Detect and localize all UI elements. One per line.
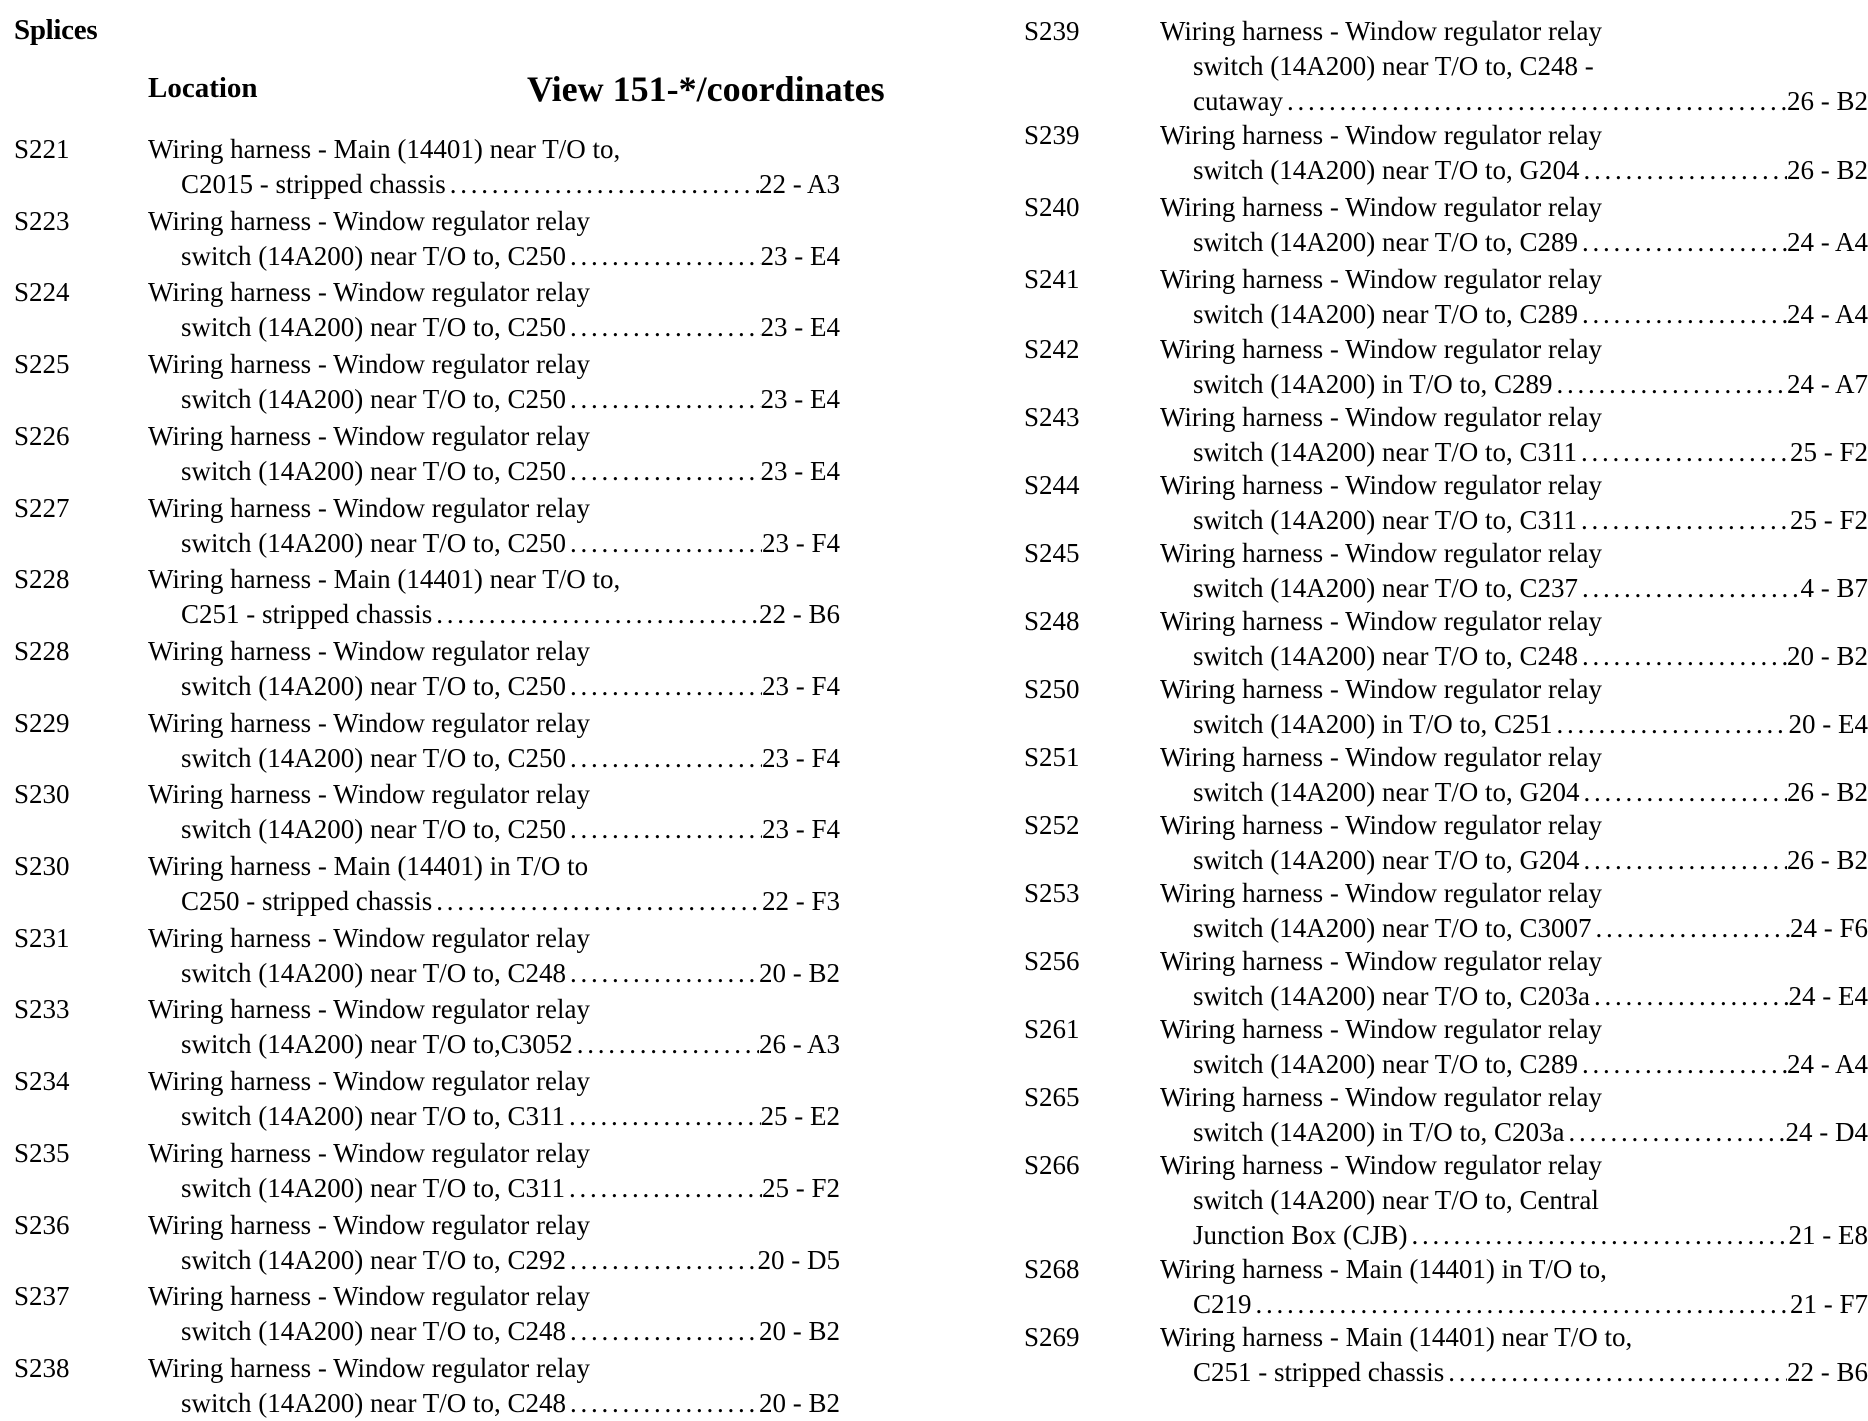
dot-leader — [566, 1243, 758, 1278]
location-text: switch (14A200) in T/O to, C289 — [1193, 367, 1553, 402]
splice-id: S221 — [14, 132, 70, 167]
location-text: switch (14A200) near T/O to, C237 — [1193, 571, 1578, 606]
dot-leader — [1591, 911, 1790, 946]
dot-leader — [1578, 639, 1787, 674]
location-line: Wiring harness - Window regulator relay — [1160, 190, 1868, 225]
location-line: Wiring harness - Window regulator relay — [1160, 740, 1868, 775]
location-line: Wiring harness - Window regulator relay — [148, 491, 840, 526]
dot-leader — [565, 1171, 762, 1206]
location-last-line — [148, 1314, 840, 1349]
location-text: switch (14A200) near T/O to, C250 — [181, 812, 566, 847]
view-coordinate: 20 - B2 — [759, 1386, 840, 1421]
dot-leader — [1578, 225, 1787, 260]
location-last-line — [1160, 435, 1868, 470]
location-text: switch (14A200) near T/O to, C248 — [181, 956, 566, 991]
view-coordinate: 25 - E2 — [761, 1099, 840, 1134]
view-coordinate: 24 - E4 — [1789, 979, 1868, 1014]
location-header: Location — [148, 72, 258, 105]
view-coordinate: 22 - B6 — [1787, 1355, 1868, 1390]
location-last-line — [1160, 1047, 1868, 1082]
dot-leader — [566, 812, 762, 847]
location-text: switch (14A200) near T/O to, C250 — [181, 526, 566, 561]
location-last-line — [1160, 979, 1868, 1014]
splice-location — [1160, 1012, 1868, 1082]
location-line: Wiring harness - Window regulator relay — [1160, 536, 1868, 571]
location-last-line — [1160, 367, 1868, 402]
location-text: switch (14A200) near T/O to, C311 — [181, 1099, 565, 1134]
splice-location — [148, 849, 840, 919]
location-last-line — [148, 239, 840, 274]
view-coordinate: 25 - F2 — [1790, 503, 1868, 538]
location-last-line — [148, 1171, 840, 1206]
location-text: C219 — [1193, 1287, 1252, 1322]
location-text: switch (14A200) near T/O to, G204 — [1193, 843, 1579, 878]
splice-location — [148, 992, 840, 1062]
splice-id: S236 — [14, 1208, 70, 1243]
splice-location — [148, 347, 840, 417]
location-text: switch (14A200) near T/O to, C250 — [181, 741, 566, 776]
splice-id: S224 — [14, 275, 70, 310]
splice-id: S244 — [1024, 468, 1080, 503]
view-coordinate: 21 - E8 — [1789, 1218, 1868, 1253]
location-text: switch (14A200) near T/O to, C250 — [181, 310, 566, 345]
view-coordinate: 26 - B2 — [1787, 843, 1868, 878]
location-text: switch (14A200) near T/O to, C250 — [181, 454, 566, 489]
splice-id: S266 — [1024, 1148, 1080, 1183]
location-last-line — [148, 884, 840, 919]
splice-location — [148, 1064, 840, 1134]
view-coordinate: 21 - F7 — [1790, 1287, 1868, 1322]
location-text: switch (14A200) near T/O to, C3007 — [1193, 911, 1591, 946]
splice-id: S231 — [14, 921, 70, 956]
location-text: switch (14A200) near T/O to,C3052 — [181, 1027, 573, 1062]
location-line: Wiring harness - Window regulator relay — [1160, 1012, 1868, 1047]
location-last-line — [1160, 84, 1868, 119]
location-line: switch (14A200) near T/O to, Central — [1160, 1183, 1868, 1218]
splice-location — [1160, 400, 1868, 470]
splice-id: S269 — [1024, 1320, 1080, 1355]
location-line: Wiring harness - Window regulator relay — [1160, 14, 1868, 49]
splice-id: S239 — [1024, 118, 1080, 153]
view-coordinate: 4 - B7 — [1801, 571, 1868, 606]
location-last-line — [1160, 1287, 1868, 1322]
location-last-line — [148, 741, 840, 776]
location-text: C250 - stripped chassis — [181, 884, 432, 919]
view-coordinate: 20 - E4 — [1789, 707, 1868, 742]
location-line: Wiring harness - Window regulator relay — [148, 1208, 840, 1243]
location-line: Wiring harness - Window regulator relay — [1160, 604, 1868, 639]
location-line: Wiring harness - Window regulator relay — [148, 1279, 840, 1314]
splice-id: S250 — [1024, 672, 1080, 707]
location-line: Wiring harness - Window regulator relay — [1160, 672, 1868, 707]
dot-leader — [566, 956, 759, 991]
dot-leader — [432, 597, 759, 632]
location-line: Wiring harness - Main (14401) near T/O to, — [1160, 1320, 1868, 1355]
location-line: Wiring harness - Window regulator relay — [148, 204, 840, 239]
location-line: Wiring harness - Window regulator relay — [148, 992, 840, 1027]
view-coordinate: 20 - D5 — [758, 1243, 841, 1278]
splice-id: S239 — [1024, 14, 1080, 49]
splice-location — [1160, 190, 1868, 260]
splice-id: S227 — [14, 491, 70, 526]
view-coordinate: 25 - F2 — [1790, 435, 1868, 470]
location-line: Wiring harness - Window regulator relay — [148, 921, 840, 956]
splice-location — [1160, 262, 1868, 332]
location-last-line — [1160, 571, 1868, 606]
location-text: switch (14A200) near T/O to, G204 — [1193, 153, 1579, 188]
location-line: Wiring harness - Main (14401) in T/O to, — [1160, 1252, 1868, 1287]
location-text: C251 - stripped chassis — [181, 597, 432, 632]
dot-leader — [566, 526, 762, 561]
location-text: switch (14A200) in T/O to, C203a — [1193, 1115, 1564, 1150]
splice-location — [148, 706, 840, 776]
splice-location — [148, 1208, 840, 1278]
location-text: C251 - stripped chassis — [1193, 1355, 1444, 1390]
location-last-line — [1160, 1218, 1868, 1253]
dot-leader — [1578, 297, 1787, 332]
splice-location — [148, 491, 840, 561]
location-last-line — [1160, 707, 1868, 742]
splice-id: S230 — [14, 777, 70, 812]
view-coordinate: 26 - B2 — [1787, 84, 1868, 119]
splice-location — [148, 1279, 840, 1349]
splice-location — [148, 634, 840, 704]
dot-leader — [566, 454, 761, 489]
location-text: C2015 - stripped chassis — [181, 167, 446, 202]
location-line: Wiring harness - Window regulator relay — [1160, 808, 1868, 843]
view-coordinate: 23 - F4 — [762, 669, 840, 704]
location-last-line — [148, 382, 840, 417]
splice-id: S240 — [1024, 190, 1080, 225]
location-line: Wiring harness - Window regulator relay — [1160, 262, 1868, 297]
dot-leader — [1577, 435, 1790, 470]
location-last-line — [148, 1099, 840, 1134]
splice-id: S223 — [14, 204, 70, 239]
view-coordinate: 23 - E4 — [761, 382, 840, 417]
splice-location — [1160, 604, 1868, 674]
location-text: switch (14A200) near T/O to, G204 — [1193, 775, 1579, 810]
splice-location — [1160, 1320, 1868, 1390]
splice-location — [148, 777, 840, 847]
location-last-line — [148, 597, 840, 632]
dot-leader — [566, 382, 761, 417]
view-coordinate: 20 - B2 — [759, 956, 840, 991]
location-text: switch (14A200) near T/O to, C250 — [181, 382, 566, 417]
splice-location — [148, 419, 840, 489]
view-coordinate: 23 - F4 — [762, 812, 840, 847]
view-coordinate: 24 - A7 — [1787, 367, 1868, 402]
view-coordinate: 23 - E4 — [761, 239, 840, 274]
location-line: Wiring harness - Window regulator relay — [148, 1064, 840, 1099]
dot-leader — [566, 310, 761, 345]
splice-id: S234 — [14, 1064, 70, 1099]
view-coordinate: 24 - F6 — [1790, 911, 1868, 946]
location-last-line — [148, 1386, 840, 1421]
splice-id: S229 — [14, 706, 70, 741]
view-coordinate: 20 - B2 — [1787, 639, 1868, 674]
splice-location — [1160, 536, 1868, 606]
dot-leader — [566, 741, 762, 776]
location-text: switch (14A200) near T/O to, C311 — [1193, 435, 1577, 470]
dot-leader — [573, 1027, 759, 1062]
location-last-line — [1160, 639, 1868, 674]
splice-location — [148, 562, 840, 632]
view-coordinate: 24 - A4 — [1787, 297, 1868, 332]
location-line: Wiring harness - Main (14401) in T/O to — [148, 849, 840, 884]
splice-id: S268 — [1024, 1252, 1080, 1287]
splice-id: S252 — [1024, 808, 1080, 843]
location-text: switch (14A200) near T/O to, C248 — [181, 1386, 566, 1421]
location-line: Wiring harness - Window regulator relay — [1160, 944, 1868, 979]
splice-id: S237 — [14, 1279, 70, 1314]
splice-location — [1160, 332, 1868, 402]
dot-leader — [566, 1314, 759, 1349]
splice-location — [148, 1136, 840, 1206]
location-line: Wiring harness - Window regulator relay — [148, 419, 840, 454]
view-coordinate: 22 - B6 — [759, 597, 840, 632]
splice-location — [148, 921, 840, 991]
splice-location — [148, 132, 840, 202]
splice-location — [148, 1351, 840, 1421]
location-text: switch (14A200) near T/O to, C250 — [181, 239, 566, 274]
location-text: switch (14A200) near T/O to, C248 — [181, 1314, 566, 1349]
dot-leader — [446, 167, 759, 202]
dot-leader — [1553, 707, 1789, 742]
view-coordinate: 24 - A4 — [1787, 1047, 1868, 1082]
location-last-line — [148, 167, 840, 202]
dot-leader — [1590, 979, 1789, 1014]
view-coordinate: 26 - A3 — [759, 1027, 840, 1062]
view-coordinate: 23 - F4 — [762, 526, 840, 561]
location-last-line — [1160, 503, 1868, 538]
dot-leader — [1283, 84, 1787, 119]
splice-location — [1160, 808, 1868, 878]
location-line: Wiring harness - Window regulator relay — [148, 1351, 840, 1386]
dot-leader — [1579, 153, 1787, 188]
location-text: switch (14A200) near T/O to, C289 — [1193, 225, 1578, 260]
location-line: Wiring harness - Window regulator relay — [1160, 118, 1868, 153]
location-last-line — [1160, 1355, 1868, 1390]
splice-id: S243 — [1024, 400, 1080, 435]
splice-id: S228 — [14, 562, 70, 597]
location-line: Wiring harness - Window regulator relay — [1160, 400, 1868, 435]
splice-location — [1160, 468, 1868, 538]
page-title: Splices — [14, 14, 97, 47]
splice-id: S251 — [1024, 740, 1080, 775]
splice-id: S235 — [14, 1136, 70, 1171]
dot-leader — [1444, 1355, 1787, 1390]
splice-id: S245 — [1024, 536, 1080, 571]
location-line: Wiring harness - Window regulator relay — [148, 706, 840, 741]
splice-location — [1160, 944, 1868, 1014]
dot-leader — [1564, 1115, 1785, 1150]
splice-id: S226 — [14, 419, 70, 454]
view-coordinate: 20 - B2 — [759, 1314, 840, 1349]
location-last-line — [1160, 297, 1868, 332]
view-coordinate: 23 - E4 — [761, 454, 840, 489]
location-text: switch (14A200) in T/O to, C251 — [1193, 707, 1553, 742]
location-last-line — [1160, 1115, 1868, 1150]
dot-leader — [1579, 775, 1787, 810]
view-coordinate: 22 - A3 — [759, 167, 840, 202]
splice-id: S261 — [1024, 1012, 1080, 1047]
location-line: Wiring harness - Window regulator relay — [148, 1136, 840, 1171]
splice-location — [148, 204, 840, 274]
location-text: switch (14A200) near T/O to, C292 — [181, 1243, 566, 1278]
location-last-line — [148, 669, 840, 704]
dot-leader — [1578, 571, 1801, 606]
location-text: switch (14A200) near T/O to, C289 — [1193, 297, 1578, 332]
splice-id: S233 — [14, 992, 70, 1027]
splice-id: S241 — [1024, 262, 1080, 297]
location-last-line — [148, 812, 840, 847]
location-text: switch (14A200) near T/O to, C289 — [1193, 1047, 1578, 1082]
splice-location — [148, 275, 840, 345]
dot-leader — [1577, 503, 1790, 538]
location-text: Junction Box (CJB) — [1193, 1218, 1408, 1253]
view-coordinate: 26 - B2 — [1787, 775, 1868, 810]
view-coordinate: 24 - A4 — [1787, 225, 1868, 260]
splice-id: S248 — [1024, 604, 1080, 639]
location-line: switch (14A200) near T/O to, C248 - — [1160, 49, 1868, 84]
location-last-line — [148, 310, 840, 345]
dot-leader — [565, 1099, 761, 1134]
dot-leader — [432, 884, 762, 919]
location-line: Wiring harness - Window regulator relay — [1160, 332, 1868, 367]
view-coordinate: 22 - F3 — [762, 884, 840, 919]
location-last-line — [1160, 911, 1868, 946]
location-last-line — [1160, 225, 1868, 260]
location-line: Wiring harness - Window regulator relay — [148, 275, 840, 310]
view-coordinate: 24 - D4 — [1786, 1115, 1868, 1150]
location-text: switch (14A200) near T/O to, C203a — [1193, 979, 1590, 1014]
dot-leader — [1578, 1047, 1787, 1082]
location-line: Wiring harness - Window regulator relay — [1160, 1080, 1868, 1115]
location-last-line — [148, 454, 840, 489]
location-line: Wiring harness - Window regulator relay — [148, 634, 840, 669]
splice-id: S256 — [1024, 944, 1080, 979]
splice-id: S225 — [14, 347, 70, 382]
location-last-line — [148, 956, 840, 991]
dot-leader — [1579, 843, 1787, 878]
location-text: switch (14A200) near T/O to, C248 — [1193, 639, 1578, 674]
location-last-line — [1160, 153, 1868, 188]
location-line: Wiring harness - Window regulator relay — [148, 347, 840, 382]
splice-id: S238 — [14, 1351, 70, 1386]
dot-leader — [566, 239, 761, 274]
dot-leader — [566, 669, 762, 704]
splice-location — [1160, 1080, 1868, 1150]
splice-id: S242 — [1024, 332, 1080, 367]
splice-location — [1160, 14, 1868, 119]
splice-location — [1160, 740, 1868, 810]
view-coordinate: 26 - B2 — [1787, 153, 1868, 188]
location-line: Wiring harness - Window regulator relay — [1160, 1148, 1868, 1183]
location-last-line — [1160, 775, 1868, 810]
location-line: Wiring harness - Main (14401) near T/O to, — [148, 562, 840, 597]
splice-location — [1160, 876, 1868, 946]
view-coordinate: 23 - E4 — [761, 310, 840, 345]
location-last-line — [148, 1027, 840, 1062]
splice-id: S230 — [14, 849, 70, 884]
splice-location — [1160, 1252, 1868, 1322]
location-text: switch (14A200) near T/O to, C250 — [181, 669, 566, 704]
location-line: Wiring harness - Window regulator relay — [148, 777, 840, 812]
view-coordinate: 23 - F4 — [762, 741, 840, 776]
location-text: switch (14A200) near T/O to, C311 — [1193, 503, 1577, 538]
dot-leader — [1553, 367, 1788, 402]
splice-location — [1160, 1148, 1868, 1253]
view-coordinate: 25 - F2 — [762, 1171, 840, 1206]
location-line: Wiring harness - Window regulator relay — [1160, 468, 1868, 503]
dot-leader — [566, 1386, 759, 1421]
dot-leader — [1252, 1287, 1790, 1322]
dot-leader — [1408, 1218, 1789, 1253]
location-last-line — [148, 1243, 840, 1278]
location-last-line — [1160, 843, 1868, 878]
splice-id: S228 — [14, 634, 70, 669]
location-text: cutaway — [1193, 84, 1283, 119]
location-text: switch (14A200) near T/O to, C311 — [181, 1171, 565, 1206]
location-line: Wiring harness - Main (14401) near T/O to, — [148, 132, 840, 167]
splice-location — [1160, 118, 1868, 188]
location-last-line — [148, 526, 840, 561]
location-line: Wiring harness - Window regulator relay — [1160, 876, 1868, 911]
view-coordinates-header: View 151-*/coordinates — [527, 68, 885, 110]
splice-location — [1160, 672, 1868, 742]
splice-id: S265 — [1024, 1080, 1080, 1115]
splice-id: S253 — [1024, 876, 1080, 911]
